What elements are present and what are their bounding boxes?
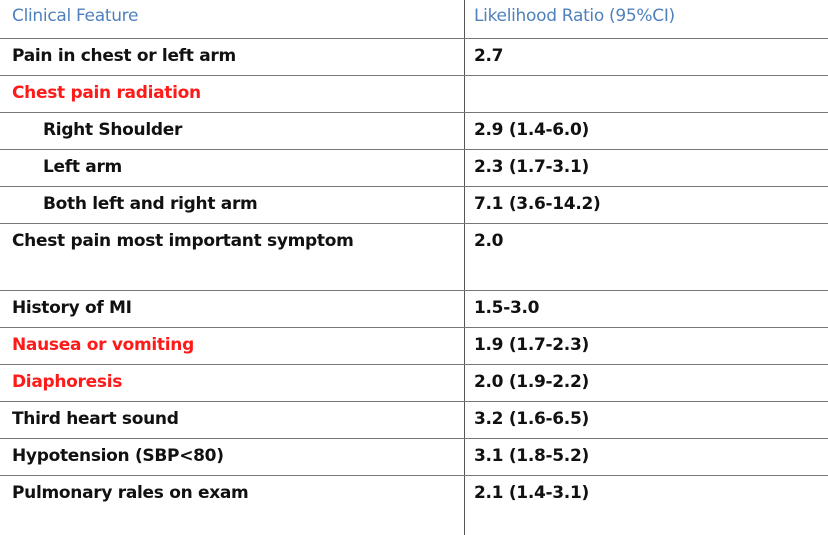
feature-cell: Chest pain most important symptom	[12, 231, 354, 251]
ratio-cell: 2.0	[474, 231, 504, 251]
table-row	[0, 439, 828, 475]
feature-cell: Third heart sound	[12, 409, 179, 429]
ratio-cell: 2.1 (1.4-3.1)	[474, 483, 589, 503]
ratio-cell: 3.2 (1.6-6.5)	[474, 409, 589, 429]
table-row	[0, 224, 828, 290]
table-row	[0, 113, 828, 149]
feature-cell: Nausea or vomiting	[12, 335, 194, 355]
table-row	[0, 291, 828, 327]
header-likelihood-ratio: Likelihood Ratio (95%CI)	[474, 6, 675, 26]
table-row	[0, 476, 828, 535]
table-row	[0, 76, 828, 112]
feature-cell: Left arm	[43, 157, 122, 177]
feature-cell: Pain in chest or left arm	[12, 46, 236, 66]
table-row	[0, 39, 828, 75]
table-row	[0, 187, 828, 223]
table-header-row	[0, 0, 828, 38]
feature-cell: History of MI	[12, 298, 132, 318]
ratio-cell: 2.7	[474, 46, 504, 66]
table-row	[0, 328, 828, 364]
header-clinical-feature: Clinical Feature	[12, 6, 139, 26]
ratio-cell: 2.3 (1.7-3.1)	[474, 157, 589, 177]
ratio-cell: 7.1 (3.6-14.2)	[474, 194, 601, 214]
feature-cell: Right Shoulder	[43, 120, 183, 140]
ratio-cell: 2.9 (1.4-6.0)	[474, 120, 589, 140]
table-row	[0, 402, 828, 438]
feature-cell: Pulmonary rales on exam	[12, 483, 249, 503]
feature-cell: Hypotension (SBP<80)	[12, 446, 224, 466]
feature-cell: Diaphoresis	[12, 372, 123, 392]
ratio-cell: 1.9 (1.7-2.3)	[474, 335, 589, 355]
ratio-cell: 1.5-3.0	[474, 298, 540, 318]
feature-cell: Chest pain radiation	[12, 83, 201, 103]
table-row	[0, 365, 828, 401]
ratio-cell: 3.1 (1.8-5.2)	[474, 446, 589, 466]
ratio-cell: 2.0 (1.9-2.2)	[474, 372, 589, 392]
feature-cell: Both left and right arm	[43, 194, 258, 214]
table-row	[0, 150, 828, 186]
